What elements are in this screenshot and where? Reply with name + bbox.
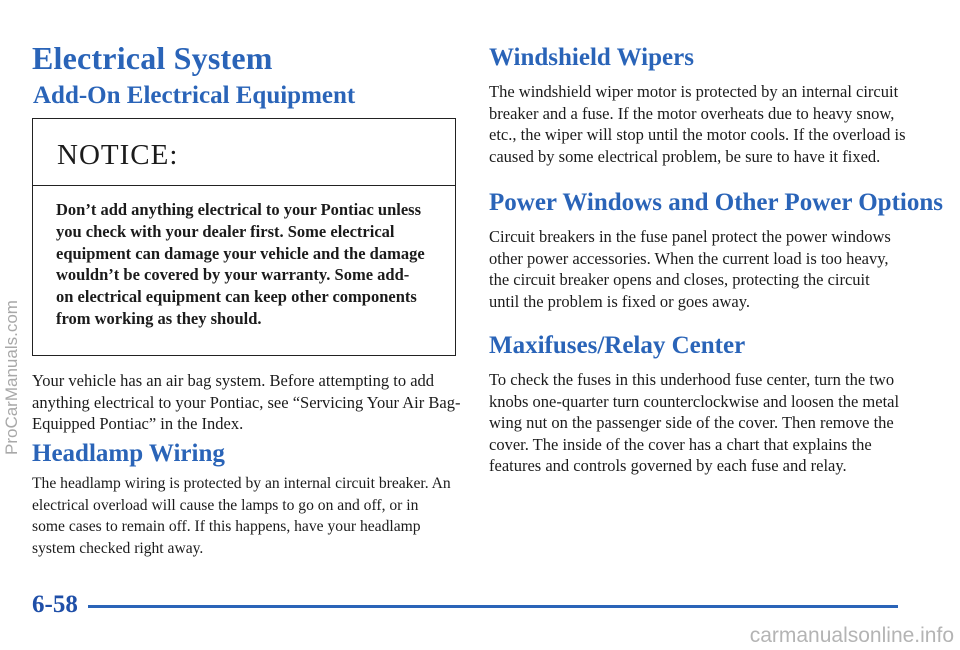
notice-text: Don’t add anything electrical to your Pontiac unless you check with your dealer first. Some electrical equipment can damage your vehicle and the damage wouldn’t be covered by your warranty. Some add-on electrical equipment can keep other components from working as they should. (56, 200, 425, 328)
airbag-paragraph: Your vehicle has an air bag system. Before attempting to add anything electrical to your Pontiac, see “Servicing Your Air Bag-Equipped Pontiac” in the Index. (32, 371, 461, 433)
headlamp-paragraph: The headlamp wiring is protected by an internal circuit breaker. An electrical overload will cause the lamps to go on and off, or in some cases to remain off. If this happens, have your headlamp system checked right away. (32, 475, 451, 557)
wipers-paragraph: The windshield wiper motor is protected by an internal circuit breaker and a fuse. If the motor overheats due to heavy snow, etc., the wiper will stop until the motor cools. If the overload is caused by some electrical problem, be sure to have it fixed. (489, 82, 906, 166)
power-windows-title: Power Windows and Other Power Options (489, 189, 943, 216)
bottom-watermark: carmanualsonline.info (749, 624, 954, 647)
footer-rule (88, 605, 898, 608)
page-number: 6-58 (32, 591, 78, 618)
maxifuses-title: Maxifuses/Relay Center (489, 332, 746, 359)
power-paragraph: Circuit breakers in the fuse panel protect the power windows other power accessories. When the current load is too heavy, the circuit breaker opens and closes, protecting the circuit until the problem is fixed or goes away. (489, 227, 891, 311)
section-title: Electrical System (32, 40, 273, 76)
subsection-title-add-on: Add-On Electrical Equipment (33, 82, 356, 109)
side-watermark: ProCarManuals.com (2, 300, 21, 455)
windshield-wipers-title: Windshield Wipers (489, 44, 694, 71)
headlamp-wiring-title: Headlamp Wiring (32, 440, 225, 467)
maxifuse-paragraph: To check the fuses in this underhood fuse center, turn the two knobs one-quarter turn counterclockwise and loosen the metal wing nut on the passenger side of the cover. Then remove the cover. The inside of the cover has a chart that explains the features and controls governed by each fuse and relay. (489, 370, 900, 475)
notice-divider (33, 185, 455, 186)
notice-box (32, 118, 456, 356)
notice-label: NOTICE: (57, 139, 179, 171)
